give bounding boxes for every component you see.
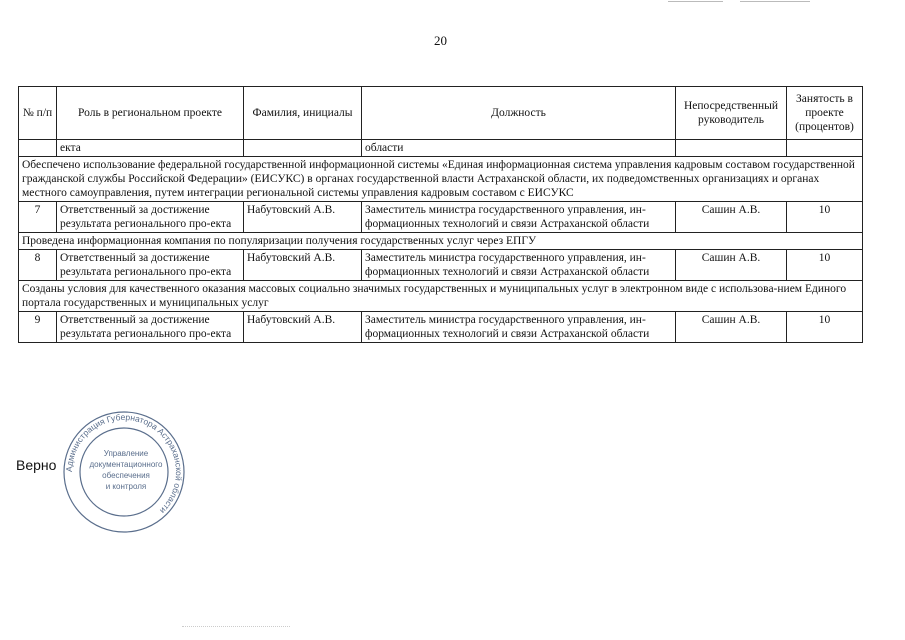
stamp-line: документационного [89, 460, 163, 469]
row-position: Заместитель министра государственного управления, ин-формационных технологий и связи Астраханской области [362, 250, 676, 281]
table-row [19, 202, 863, 233]
row-supervisor: Сашин А.В. [676, 250, 787, 281]
header-name: Фамилия, инициалы [244, 87, 362, 140]
top-edge-line [740, 1, 810, 2]
table-row [19, 250, 863, 281]
header-position: Должность [362, 87, 676, 140]
header-num: № п/п [19, 87, 57, 140]
section-text: Проведена информационная компания по популяризации получения государственных услуг через ЕПГУ [19, 233, 863, 250]
row-num: 7 [19, 202, 57, 233]
stamp-line: Управление [103, 449, 149, 458]
stamp-line: и контроля [105, 482, 147, 491]
stamp-ring-text: Администрация Губернатора Астраханской области [63, 411, 185, 516]
row-supervisor: Сашин А.В. [676, 312, 787, 343]
row-num: 9 [19, 312, 57, 343]
section-row [19, 157, 863, 202]
section-text: Созданы условия для качественного оказания массовых социально значимых государственных и муниципальных услуг в электронном виде с использова-нием Единого портала государственных и муниципальных услуг [19, 281, 863, 312]
header-employment: Занятость в проекте (процентов) [787, 87, 863, 140]
bottom-edge-line [182, 626, 290, 627]
row-name: Набутовский А.В. [244, 202, 362, 233]
row-name: Набутовский А.В. [244, 312, 362, 343]
continuation-row [19, 140, 863, 157]
row-supervisor: Сашин А.В. [676, 202, 787, 233]
row-employment: 10 [787, 202, 863, 233]
row-num: 8 [19, 250, 57, 281]
row-employment: 10 [787, 250, 863, 281]
row-role: Ответственный за достижение результата регионального про-екта [57, 312, 244, 343]
section-text: Обеспечено использование федеральной государственной информационной системы «Единая информационная система управления кадровым составом государственной гражданской службы Российской Федерации» (ЕИСУКС) в органах государственной власти Астраханской области, их подведомственных организациях и органах местного самоуправления, путем интеграции региональной системы управления кадровым составом с ЕИСУКС [19, 157, 863, 202]
staff-table [18, 86, 863, 343]
official-stamp [60, 410, 188, 534]
verno-label: Верно [16, 457, 57, 473]
table-header-row [19, 87, 863, 140]
page-number: 20 [434, 33, 447, 48]
section-row [19, 281, 863, 312]
row-name: Набутовский А.В. [244, 250, 362, 281]
top-edge-line [668, 1, 723, 2]
header-supervisor: Непосредственный руководитель [676, 87, 787, 140]
header-role: Роль в региональном проекте [57, 87, 244, 140]
row-role: Ответственный за достижение результата регионального про-екта [57, 250, 244, 281]
row-role: Ответственный за достижение результата регионального про-екта [57, 202, 244, 233]
table-row [19, 312, 863, 343]
section-row [19, 233, 863, 250]
stamp-line: обеспечения [102, 471, 150, 480]
continuation-position: области [362, 140, 676, 157]
row-position: Заместитель министра государственного управления, ин-формационных технологий и связи Астраханской области [362, 202, 676, 233]
row-employment: 10 [787, 312, 863, 343]
continuation-role: екта [57, 140, 244, 157]
row-position: Заместитель министра государственного управления, ин-формационных технологий и связи Астраханской области [362, 312, 676, 343]
